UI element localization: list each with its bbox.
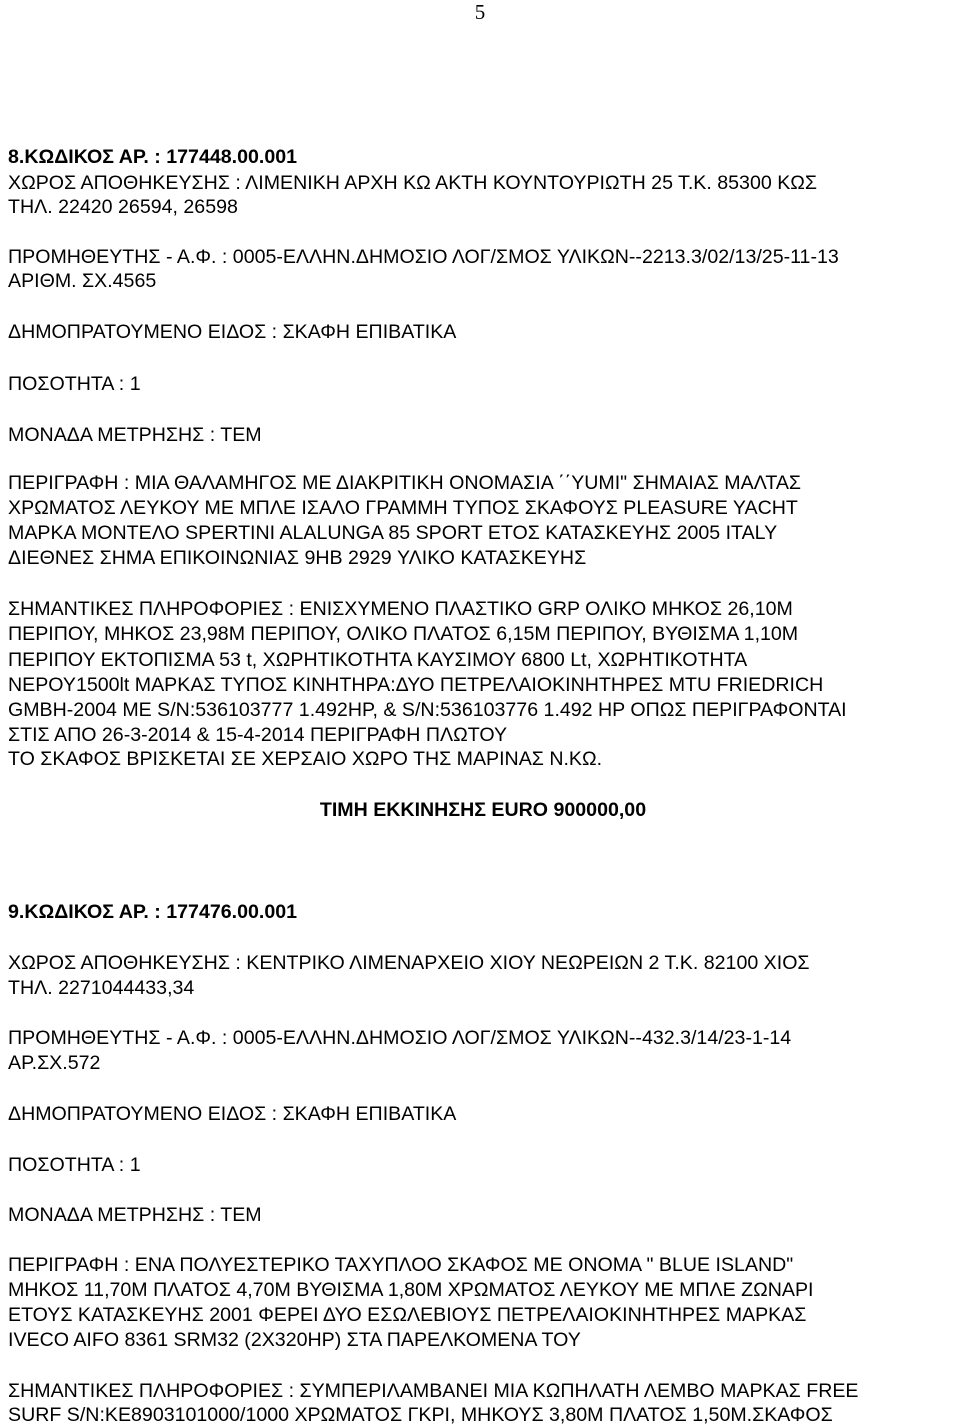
entry-code: 8.ΚΩΔΙΚΟΣ ΑΡ. : 177448.00.001 [8,146,298,168]
item-type: ΔΗΜΟΠΡΑΤΟΥΜΕΝΟ ΕΙΔΟΣ : ΣΚΑΦΗ ΕΠΙΒΑΤΙΚΑ [8,1103,457,1125]
description-line: ΠΕΡΙΓΡΑΦΗ : ΕΝΑ ΠΟΛΥΕΣΤΕΡΙΚΟ ΤΑΧΥΠΛΟΟ ΣΚΑΦΟΣ ΜΕ ΟΝΟΜΑ " BLUE ISLAND" [8,1254,794,1276]
info-line: ΠΕΡΙΠΟΥ ΕΚΤΟΠΙΣΜΑ 53 t, ΧΩΡΗΤΙΚΟΤΗΤΑ ΚΑΥΣΙΜΟΥ 6800 Lt, ΧΩΡΗΤΙΚΟΤΗΤΑ [8,649,748,671]
info-line: ΣΗΜΑΝΤΙΚΕΣ ΠΛΗΡΟΦΟΡΙΕΣ : ΣΥΜΠΕΡΙΛΑΜΒΑΝΕΙ ΜΙΑ ΚΩΠΗΛΑΤΗ ΛΕΜΒΟ ΜΑΡΚΑΣ FREE [8,1380,859,1402]
item-type: ΔΗΜΟΠΡΑΤΟΥΜΕΝΟ ΕΙΔΟΣ : ΣΚΑΦΗ ΕΠΙΒΑΤΙΚΑ [8,321,457,343]
info-line: ΤΟ ΣΚΑΦΟΣ ΒΡΙΣΚΕΤΑΙ ΣΕ ΧΕΡΣΑΙΟ ΧΩΡΟ ΤΗΣ ΜΑΡΙΝΑΣ Ν.ΚΩ. [8,748,603,770]
starting-price: ΤΙΜΗ ΕΚΚΙΝΗΣΗΣ EURO 900000,00 [319,799,647,821]
description-line: ΕΤΟΥΣ ΚΑΤΑΣΚΕΥΗΣ 2001 ΦΕΡΕΙ ΔΥΟ ΕΣΩΛΕΒΙΟΥΣ ΠΕΤΡΕΛΑΙΟΚΙΝΗΤΗΡΕΣ ΜΑΡΚΑΣ [8,1304,807,1326]
entry-code: 9.ΚΩΔΙΚΟΣ ΑΡ. : 177476.00.001 [8,901,298,923]
description-line: ΜΑΡΚΑ ΜΟΝΤΕΛΟ SPERTINI ALALUNGA 85 SPORT ΕΤΟΣ ΚΑΤΑΣΚΕΥΗΣ 2005 ITALY [8,522,778,544]
info-line: GMBH-2004 ΜΕ S/N:536103777 1.492HP, & S/N:536103776 1.492 HP ΟΠΩΣ ΠΕΡΙΓΡΑΦΟΝΤΑΙ [8,699,847,721]
storage-line: ΤΗΛ. 22420 26594, 26598 [8,196,238,218]
quantity: ΠΟΣΟΤΗΤΑ : 1 [8,1154,141,1176]
storage-line: ΧΩΡΟΣ ΑΠΟΘΗΚΕΥΣΗΣ : ΛΙΜΕΝΙΚΗ ΑΡΧΗ ΚΩ ΑΚΤΗ ΚΟΥΝΤΟΥΡΙΩΤΗ 25 Τ.Κ. 85300 ΚΩΣ [8,172,818,194]
info-line: ΣΗΜΑΝΤΙΚΕΣ ΠΛΗΡΟΦΟΡΙΕΣ : ΕΝΙΣΧΥΜΕΝΟ ΠΛΑΣΤΙΚΟ GRP ΟΛΙΚΟ ΜΗΚΟΣ 26,10Μ [8,598,793,620]
unit: ΜΟΝΑΔΑ ΜΕΤΡΗΣΗΣ : ΤΕΜ [8,424,262,446]
supplier-line: ΑΡ.ΣΧ.572 [8,1052,101,1074]
info-line: ΠΕΡΙΠΟΥ, ΜΗΚΟΣ 23,98Μ ΠΕΡΙΠΟΥ, ΟΛΙΚΟ ΠΛΑΤΟΣ 6,15Μ ΠΕΡΙΠΟΥ, ΒΥΘΙΣΜΑ 1,10Μ [8,623,799,645]
supplier-line: ΠΡΟΜΗΘΕΥΤΗΣ - Α.Φ. : 0005-ΕΛΛΗΝ.ΔΗΜΟΣΙΟ ΛΟΓ/ΣΜΟΣ ΥΛΙΚΩΝ--432.3/14/23-1-14 [8,1027,792,1049]
storage-line: ΧΩΡΟΣ ΑΠΟΘΗΚΕΥΣΗΣ : ΚΕΝΤΡΙΚΟ ΛΙΜΕΝΑΡΧΕΙΟ ΧΙΟΥ ΝΕΩΡΕΙΩΝ 2 Τ.Κ. 82100 ΧΙΟΣ [8,952,810,974]
description-line: ΜΗΚΟΣ 11,70Μ ΠΛΑΤΟΣ 4,70Μ ΒΥΘΙΣΜΑ 1,80Μ ΧΡΩΜΑΤΟΣ ΛΕΥΚΟΥ ΜΕ ΜΠΛΕ ΖΩΝΑΡΙ [8,1279,814,1301]
quantity: ΠΟΣΟΤΗΤΑ : 1 [8,373,141,395]
supplier-line: ΠΡΟΜΗΘΕΥΤΗΣ - Α.Φ. : 0005-ΕΛΛΗΝ.ΔΗΜΟΣΙΟ ΛΟΓ/ΣΜΟΣ ΥΛΙΚΩΝ--2213.3/02/13/25-11-13 [8,246,839,268]
info-line: SURF S/N:KE8903101000/1000 ΧΡΩΜΑΤΟΣ ΓΚΡΙ, ΜΗΚΟΥΣ 3,80Μ ΠΛΑΤΟΣ 1,50Μ.ΣΚΑΦΟΣ [8,1404,833,1426]
info-line: ΣΤΙΣ ΑΠΟ 26-3-2014 & 15-4-2014 ΠΕΡΙΓΡΑΦΗ ΠΛΩΤΟΥ [8,724,508,746]
storage-line: ΤΗΛ. 2271044433,34 [8,977,195,999]
info-line: ΝΕΡΟΥ1500lt ΜΑΡΚΑΣ ΤΥΠΟΣ ΚΙΝΗΤΗΡΑ:ΔΥΟ ΠΕΤΡΕΛΑΙΟΚΙΝΗΤΗΡΕΣ MTU FRIEDRICH [8,674,824,696]
page-number: 5 [474,0,486,24]
description-line: ΧΡΩΜΑΤΟΣ ΛΕΥΚΟΥ ΜΕ ΜΠΛΕ ΙΣΑΛΟ ΓΡΑΜΜΗ ΤΥΠΟΣ ΣΚΑΦΟΥΣ PLEASURE YACHT [8,497,798,519]
unit: ΜΟΝΑΔΑ ΜΕΤΡΗΣΗΣ : ΤΕΜ [8,1204,262,1226]
description-line: IVECO AIFO 8361 SRM32 (2Χ320HP) ΣΤΑ ΠΑΡΕΛΚΟΜΕΝΑ ΤΟΥ [8,1329,581,1351]
description-line: ΔΙΕΘΝΕΣ ΣΗΜΑ ΕΠΙΚΟΙΝΩΝΙΑΣ 9HB 2929 ΥΛΙΚΟ ΚΑΤΑΣΚΕΥΗΣ [8,547,587,569]
supplier-line: ΑΡΙΘΜ. ΣΧ.4565 [8,270,157,292]
description-line: ΠΕΡΙΓΡΑΦΗ : ΜΙΑ ΘΑΛΑΜΗΓΟΣ ΜΕ ΔΙΑΚΡΙΤΙΚΗ ΟΝΟΜΑΣΙΑ ΄΄YUMI" ΣΗΜΑΙΑΣ ΜΑΛΤΑΣ [8,472,802,494]
